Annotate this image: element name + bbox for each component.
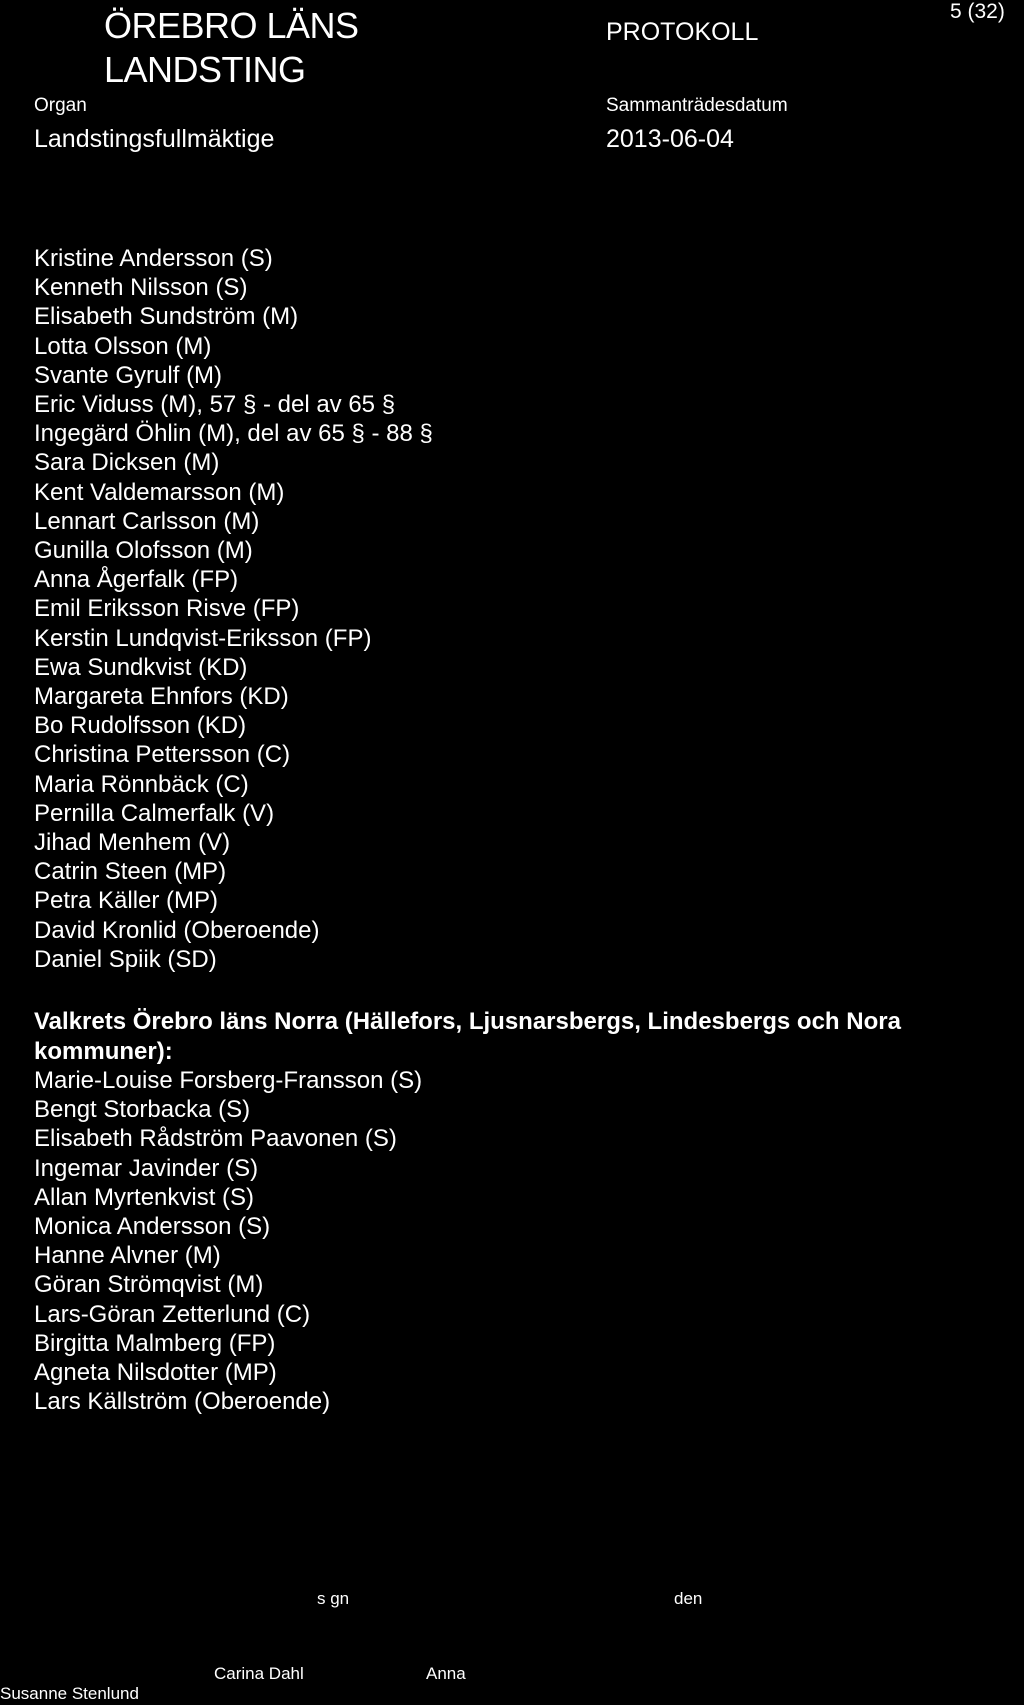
signer-name-2: Anna: [426, 1664, 466, 1683]
district-member-item: Allan Myrtenkvist (S): [34, 1183, 255, 1211]
member-item: David Kronlid (Oberoende): [34, 916, 320, 944]
district-member-item: Marie-Louise Forsberg-Fransson (S): [34, 1067, 423, 1094]
organization-name-line-2: LANDSTING: [104, 49, 306, 90]
meeting-date-label: Sammanträdesdatum: [606, 95, 788, 116]
member-item: Daniel Spiik (SD): [34, 945, 217, 973]
signer-name-3: Susanne Stenlund: [0, 1684, 139, 1703]
member-item: Kenneth Nilsson (S): [34, 274, 248, 302]
meeting-date-value: 2013-06-04: [606, 125, 734, 153]
member-item: Anna Ågerfalk (FP): [34, 566, 239, 594]
signer-name-1: Carina Dahl: [214, 1664, 304, 1683]
member-item: Ewa Sundkvist (KD): [34, 653, 248, 681]
member-item: Christina Pettersson (C): [34, 741, 291, 769]
signature-fragment-right: den: [674, 1589, 703, 1608]
member-item: Emil Eriksson Risve (FP): [34, 595, 300, 623]
member-item: Ingegärd Öhlin (M), del av 65 § - 88 §: [34, 420, 433, 448]
district-member-item: Birgitta Malmberg (FP): [34, 1329, 276, 1357]
member-item: Kerstin Lundqvist-Eriksson (FP): [34, 624, 372, 652]
member-item: Catrin Steen (MP): [34, 858, 227, 886]
member-item: Kent Valdemarsson (M): [34, 478, 285, 506]
member-item: Petra Käller (MP): [34, 887, 219, 915]
member-item: Kristine Andersson (S): [34, 245, 273, 272]
organization-name-line-1: ÖREBRO LÄNS: [104, 5, 359, 46]
member-item: Bo Rudolfsson (KD): [34, 712, 247, 740]
organ-value: Landstingsfullmäktige: [34, 125, 275, 153]
organ-label: Organ: [34, 95, 87, 116]
member-item: Eric Viduss (M), 57 § - del av 65 §: [34, 391, 396, 419]
district-member-item: Lars Källström (Oberoende): [34, 1388, 331, 1416]
signature-fragment-left: s gn: [317, 1589, 350, 1608]
district-member-item: Elisabeth Rådström Paavonen (S): [34, 1125, 397, 1153]
member-item: Svante Gyrulf (M): [34, 361, 223, 389]
organization-name: [104, 4, 359, 92]
member-item: Jihad Menhem (V): [34, 829, 231, 857]
member-item: Elisabeth Sundström (M): [34, 303, 299, 331]
district-heading: Valkrets Örebro läns Norra (Hällefors, Ljusnarsbergs, Lindesbergs och Nora kommuner):: [34, 1008, 901, 1065]
district-member-item: Monica Andersson (S): [34, 1213, 271, 1241]
district-member-item: Agneta Nilsdotter (MP): [34, 1359, 277, 1387]
district-member-item: Bengt Storbacka (S): [34, 1096, 251, 1124]
member-item: Gunilla Olofsson (M): [34, 537, 253, 565]
document-type: PROTOKOLL: [606, 18, 759, 46]
district-member-item: Hanne Alvner (M): [34, 1242, 221, 1270]
page-number: 5 (32): [950, 0, 1005, 23]
district-member-item: Lars-Göran Zetterlund (C): [34, 1300, 311, 1328]
district-member-item: Göran Strömqvist (M): [34, 1271, 264, 1299]
member-item: Sara Dicksen (M): [34, 449, 220, 477]
member-item: Margareta Ehnfors (KD): [34, 683, 289, 711]
district-member-list: [34, 1066, 422, 1416]
member-list: [34, 244, 433, 974]
member-item: Pernilla Calmerfalk (V): [34, 799, 275, 827]
member-item: Maria Rönnbäck (C): [34, 770, 249, 798]
member-item: Lennart Carlsson (M): [34, 507, 260, 535]
member-item: Lotta Olsson (M): [34, 332, 212, 360]
district-member-item: Ingemar Javinder (S): [34, 1154, 259, 1182]
